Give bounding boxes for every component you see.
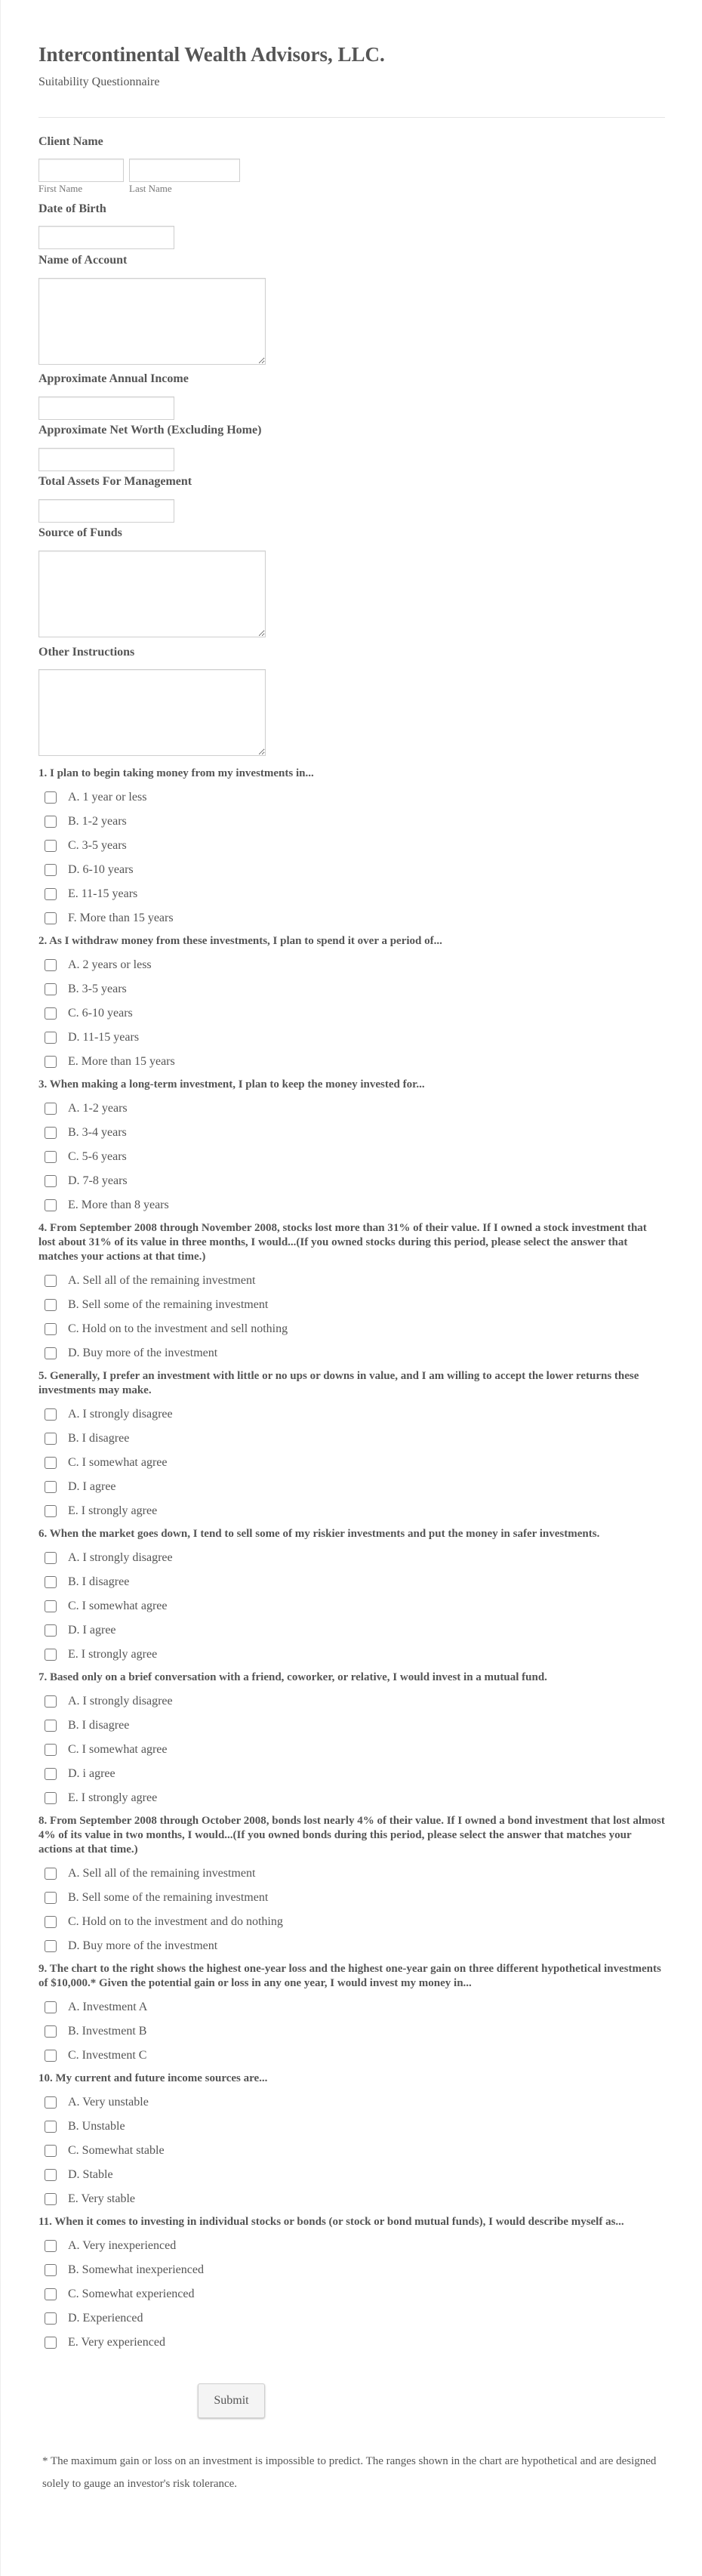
checkbox[interactable] — [45, 1299, 57, 1311]
option-item[interactable] — [38, 1026, 664, 1050]
chart-footnote: * The maximum gain or loss on an investment is impossible to predict. The ranges shown in the chart are hypothetical and are designed solely to gauge an investor's risk tolerance. — [42, 2455, 657, 2490]
option-item[interactable] — [38, 1910, 664, 1934]
option-label: A. Sell all of the remaining investment — [68, 1274, 256, 1287]
option-item[interactable] — [38, 1714, 664, 1738]
checkbox[interactable] — [45, 2025, 57, 2038]
checkbox[interactable] — [45, 840, 57, 852]
option-label: D. Buy more of the investment — [68, 1939, 218, 1952]
question-6 — [38, 1527, 664, 1667]
question-text: 5. Generally, I prefer an investment with little or no ups or downs in value, and I am willing to accept the lower returns these investments may make. — [38, 1370, 639, 1396]
option-label: B. I disagree — [68, 1575, 130, 1588]
checkbox[interactable] — [45, 1768, 57, 1780]
option-item[interactable] — [38, 2019, 664, 2044]
last-name-sublabel: Last Name — [129, 183, 172, 194]
first-name-input[interactable] — [38, 159, 124, 182]
option-label: D. Experienced — [68, 2312, 143, 2325]
option-item[interactable] — [38, 1121, 664, 1145]
net-worth-section — [38, 423, 664, 471]
option-item[interactable] — [38, 2306, 664, 2331]
option-label: B. 1-2 years — [68, 815, 127, 828]
option-label: D. I agree — [68, 1624, 116, 1637]
option-item[interactable] — [38, 882, 664, 906]
option-item[interactable] — [38, 1169, 664, 1193]
question-2 — [38, 934, 664, 1074]
checkbox[interactable] — [45, 1275, 57, 1287]
option-item[interactable] — [38, 2139, 664, 2163]
checkbox[interactable] — [45, 1576, 57, 1588]
question-options — [38, 1862, 664, 1958]
suitability-form — [38, 134, 664, 2418]
option-label: D. 6-10 years — [68, 863, 134, 876]
option-item[interactable] — [38, 977, 664, 1001]
checkbox[interactable] — [45, 1056, 57, 1068]
option-item[interactable] — [38, 2234, 664, 2258]
checkbox[interactable] — [45, 1457, 57, 1469]
client-name-section — [38, 134, 664, 195]
option-item[interactable] — [38, 1427, 664, 1451]
option-label: B. I disagree — [68, 1719, 130, 1732]
checkbox[interactable] — [45, 1695, 57, 1708]
question-8 — [38, 1814, 664, 1958]
checkbox[interactable] — [45, 983, 57, 995]
source-of-funds-textarea[interactable] — [38, 551, 266, 637]
option-item[interactable] — [38, 858, 664, 882]
option-item[interactable] — [38, 1594, 664, 1618]
questions-list — [38, 767, 664, 2355]
date-of-birth-label: Date of Birth — [38, 202, 106, 215]
checkbox[interactable] — [45, 1323, 57, 1335]
question-text: 4. From September 2008 through November 2008, stocks lost more than 31% of their value. If I owned a stock investment that lost about 31% of its value in three months, I would...(If you owned stocks during this period, please select the answer that matches your actions at that time.) — [38, 1222, 647, 1263]
option-item[interactable] — [38, 1145, 664, 1169]
question-options — [38, 785, 664, 930]
option-label: B. 3-5 years — [68, 983, 127, 995]
option-label: E. I strongly agree — [68, 1791, 158, 1804]
checkbox[interactable] — [45, 1347, 57, 1359]
checkbox[interactable] — [45, 2001, 57, 2013]
date-of-birth-input[interactable] — [38, 226, 174, 249]
last-name-input[interactable] — [129, 159, 240, 182]
option-item[interactable] — [38, 1475, 664, 1499]
checkbox[interactable] — [45, 1175, 57, 1187]
checkbox[interactable] — [45, 2145, 57, 2157]
question-5 — [38, 1369, 664, 1523]
first-name-sublabel: First Name — [38, 183, 83, 194]
checkbox[interactable] — [45, 816, 57, 828]
option-item[interactable] — [38, 1499, 664, 1523]
submit-wrap — [38, 2383, 664, 2418]
option-item[interactable] — [38, 2331, 664, 2355]
checkbox[interactable] — [45, 2337, 57, 2349]
option-label: B. Unstable — [68, 2120, 125, 2133]
checkbox[interactable] — [45, 2193, 57, 2205]
checkbox[interactable] — [45, 1505, 57, 1517]
name-of-account-textarea[interactable] — [38, 278, 266, 365]
option-label: E. Very stable — [68, 2192, 136, 2205]
option-label: E. More than 8 years — [68, 1199, 169, 1211]
question-options — [38, 953, 664, 1074]
option-item[interactable] — [38, 1786, 664, 1810]
checkbox[interactable] — [45, 2264, 57, 2276]
option-item[interactable] — [38, 906, 664, 930]
checkbox[interactable] — [45, 1940, 57, 1952]
checkbox[interactable] — [45, 2050, 57, 2062]
total-assets-section — [38, 474, 664, 523]
option-item[interactable] — [38, 1738, 664, 1762]
question-options — [38, 2090, 664, 2211]
option-label: C. Somewhat stable — [68, 2144, 165, 2157]
option-item[interactable] — [38, 1193, 664, 1217]
checkbox[interactable] — [45, 1127, 57, 1139]
option-item[interactable] — [38, 1546, 664, 1570]
checkbox[interactable] — [45, 1199, 57, 1211]
option-label: B. Somewhat inexperienced — [68, 2263, 204, 2276]
checkbox[interactable] — [45, 2312, 57, 2325]
checkbox[interactable] — [45, 1552, 57, 1564]
checkbox[interactable] — [45, 912, 57, 924]
other-instructions-section — [38, 645, 664, 756]
question-7 — [38, 1671, 664, 1810]
questionnaire-page — [1, 0, 702, 2495]
submit-button[interactable]: Submit — [198, 2383, 265, 2418]
question-text: 11. When it comes to investing in individual stocks or bonds (or stock or bond mutual funds), I would describe myself as... — [38, 2216, 624, 2228]
checkbox[interactable] — [45, 2169, 57, 2181]
option-label: E. I strongly agree — [68, 1648, 158, 1661]
question-options — [38, 1995, 664, 2068]
option-item[interactable] — [38, 1570, 664, 1594]
option-item[interactable] — [38, 953, 664, 977]
page-subtitle: Suitability Questionnaire — [38, 76, 160, 88]
question-3 — [38, 1078, 664, 1217]
checkbox[interactable] — [45, 2096, 57, 2109]
checkbox[interactable] — [45, 1032, 57, 1044]
option-item[interactable] — [38, 1995, 664, 2019]
option-label: A. I strongly disagree — [68, 1408, 173, 1421]
checkbox[interactable] — [45, 959, 57, 971]
option-label: A. 2 years or less — [68, 958, 152, 971]
header-divider — [38, 117, 665, 118]
checkbox[interactable] — [45, 1103, 57, 1115]
net-worth-input[interactable] — [38, 448, 174, 471]
option-label: A. Very inexperienced — [68, 2239, 177, 2252]
question-options — [38, 2234, 664, 2355]
option-label: E. I strongly agree — [68, 1504, 158, 1517]
option-label: A. 1-2 years — [68, 1102, 128, 1115]
question-options — [38, 1269, 664, 1365]
question-text: 10. My current and future income sources are... — [38, 2072, 268, 2084]
date-of-birth-section — [38, 202, 664, 249]
option-item[interactable] — [38, 1643, 664, 1667]
net-worth-label: Approximate Net Worth (Excluding Home) — [38, 424, 262, 437]
option-item[interactable] — [38, 1618, 664, 1643]
checkbox[interactable] — [45, 1007, 57, 1020]
checkbox[interactable] — [45, 1433, 57, 1445]
option-label: A. Investment A — [68, 2001, 148, 2013]
question-text: 1. I plan to begin taking money from my investments in... — [38, 767, 314, 779]
checkbox[interactable] — [45, 1916, 57, 1928]
option-label: E. Very experienced — [68, 2336, 165, 2349]
option-label: E. More than 15 years — [68, 1055, 175, 1068]
question-text: 3. When making a long-term investment, I plan to keep the money invested for... — [38, 1078, 425, 1091]
option-label: C. I somewhat agree — [68, 1600, 168, 1612]
checkbox[interactable] — [45, 2240, 57, 2252]
option-label: D. Buy more of the investment — [68, 1347, 218, 1359]
option-item[interactable] — [38, 834, 664, 858]
option-label: B. Sell some of the remaining investment — [68, 1298, 269, 1311]
checkbox[interactable] — [45, 1624, 57, 1637]
option-label: D. 11-15 years — [68, 1031, 140, 1044]
checkbox[interactable] — [45, 864, 57, 876]
checkbox[interactable] — [45, 2288, 57, 2300]
question-11 — [38, 2215, 664, 2355]
question-text: 2. As I withdraw money from these investments, I plan to spend it over a period of... — [38, 935, 442, 947]
annual-income-section — [38, 372, 664, 420]
question-10 — [38, 2072, 664, 2211]
option-label: B. Sell some of the remaining investment — [68, 1891, 269, 1904]
option-item[interactable] — [38, 2187, 664, 2211]
name-of-account-label: Name of Account — [38, 254, 128, 267]
option-item[interactable] — [38, 1050, 664, 1074]
question-options — [38, 1402, 664, 1523]
option-label: C. I somewhat agree — [68, 1743, 168, 1756]
annual-income-label: Approximate Annual Income — [38, 372, 189, 385]
checkbox[interactable] — [45, 1792, 57, 1804]
option-label: D. I agree — [68, 1480, 116, 1493]
other-instructions-textarea[interactable] — [38, 669, 266, 756]
option-item[interactable] — [38, 1934, 664, 1958]
option-label: D. 7-8 years — [68, 1174, 128, 1187]
checkbox[interactable] — [45, 1481, 57, 1493]
checkbox[interactable] — [45, 1151, 57, 1163]
option-label: C. Hold on to the investment and sell nothing — [68, 1322, 288, 1335]
checkbox[interactable] — [45, 2121, 57, 2133]
option-item[interactable] — [38, 785, 664, 810]
option-label: C. 5-6 years — [68, 1150, 127, 1163]
option-label: B. I disagree — [68, 1432, 130, 1445]
client-name-label: Client Name — [38, 135, 103, 148]
option-label: E. 11-15 years — [68, 887, 138, 900]
question-text: 6. When the market goes down, I tend to sell some of my riskier investments and put the money in safer investments. — [38, 1528, 600, 1540]
option-label: A. I strongly disagree — [68, 1695, 173, 1708]
question-options — [38, 1689, 664, 1810]
option-item[interactable] — [38, 1317, 664, 1341]
option-label: D. Stable — [68, 2168, 113, 2181]
option-item[interactable] — [38, 2282, 664, 2306]
option-item[interactable] — [38, 2163, 664, 2187]
option-label: F. More than 15 years — [68, 912, 174, 924]
option-label: C. Hold on to the investment and do nothing — [68, 1915, 283, 1928]
option-label: C. 3-5 years — [68, 839, 127, 852]
option-item[interactable] — [38, 1689, 664, 1714]
option-item[interactable] — [38, 2115, 664, 2139]
option-item[interactable] — [38, 1293, 664, 1317]
option-item[interactable] — [38, 2258, 664, 2282]
option-label: A. I strongly disagree — [68, 1551, 173, 1564]
option-label: B. 3-4 years — [68, 1126, 127, 1139]
other-instructions-label: Other Instructions — [38, 646, 135, 659]
checkbox[interactable] — [45, 1720, 57, 1732]
question-text: 8. From September 2008 through October 2008, bonds lost nearly 4% of their value. If I owned a bond investment that lost almost 4% of its value in two months, I would...(If you owned bonds during this period, please select the answer that matches your actions at that time.) — [38, 1815, 665, 1856]
checkbox[interactable] — [45, 791, 57, 804]
page-title: Intercontinental Wealth Advisors, LLC. — [38, 43, 385, 66]
option-item[interactable] — [38, 1886, 664, 1910]
name-of-account-section — [38, 253, 664, 365]
checkbox[interactable] — [45, 1892, 57, 1904]
checkbox[interactable] — [45, 888, 57, 900]
option-item[interactable] — [38, 1451, 664, 1475]
option-label: C. I somewhat agree — [68, 1456, 168, 1469]
option-item[interactable] — [38, 1402, 664, 1427]
option-item[interactable] — [38, 1097, 664, 1121]
annual-income-input[interactable] — [38, 396, 174, 420]
option-label: A. Sell all of the remaining investment — [68, 1867, 256, 1880]
source-of-funds-section — [38, 526, 664, 637]
option-label: D. i agree — [68, 1767, 115, 1780]
checkbox[interactable] — [45, 1408, 57, 1421]
option-item[interactable] — [38, 1269, 664, 1293]
total-assets-input[interactable] — [38, 499, 174, 523]
question-options — [38, 1097, 664, 1217]
question-options — [38, 1546, 664, 1667]
question-1 — [38, 767, 664, 930]
option-label: C. Somewhat experienced — [68, 2288, 195, 2300]
source-of-funds-label: Source of Funds — [38, 526, 122, 539]
option-item[interactable] — [38, 1341, 664, 1365]
question-text: 9. The chart to the right shows the highest one-year loss and the highest one-year gain on three different hypothetical investments of $10,000.* Given the potential gain or loss in any one year, I would invest my money in... — [38, 1963, 661, 1989]
checkbox[interactable] — [45, 1744, 57, 1756]
option-item[interactable] — [38, 2090, 664, 2115]
checkbox[interactable] — [45, 1868, 57, 1880]
question-9 — [38, 1962, 664, 2068]
checkbox[interactable] — [45, 1649, 57, 1661]
question-text: 7. Based only on a brief conversation with a friend, coworker, or relative, I would invest in a mutual fund. — [38, 1671, 547, 1683]
option-item[interactable] — [38, 1001, 664, 1026]
total-assets-label: Total Assets For Management — [38, 475, 192, 488]
question-4 — [38, 1221, 664, 1365]
checkbox[interactable] — [45, 1600, 57, 1612]
option-item[interactable] — [38, 810, 664, 834]
option-item[interactable] — [38, 2044, 664, 2068]
option-item[interactable] — [38, 1862, 664, 1886]
option-label: C. 6-10 years — [68, 1007, 133, 1020]
option-item[interactable] — [38, 1762, 664, 1786]
option-label: B. Investment B — [68, 2025, 147, 2038]
option-label: A. Very unstable — [68, 2096, 149, 2109]
option-label: A. 1 year or less — [68, 791, 147, 804]
option-label: C. Investment C — [68, 2049, 147, 2062]
